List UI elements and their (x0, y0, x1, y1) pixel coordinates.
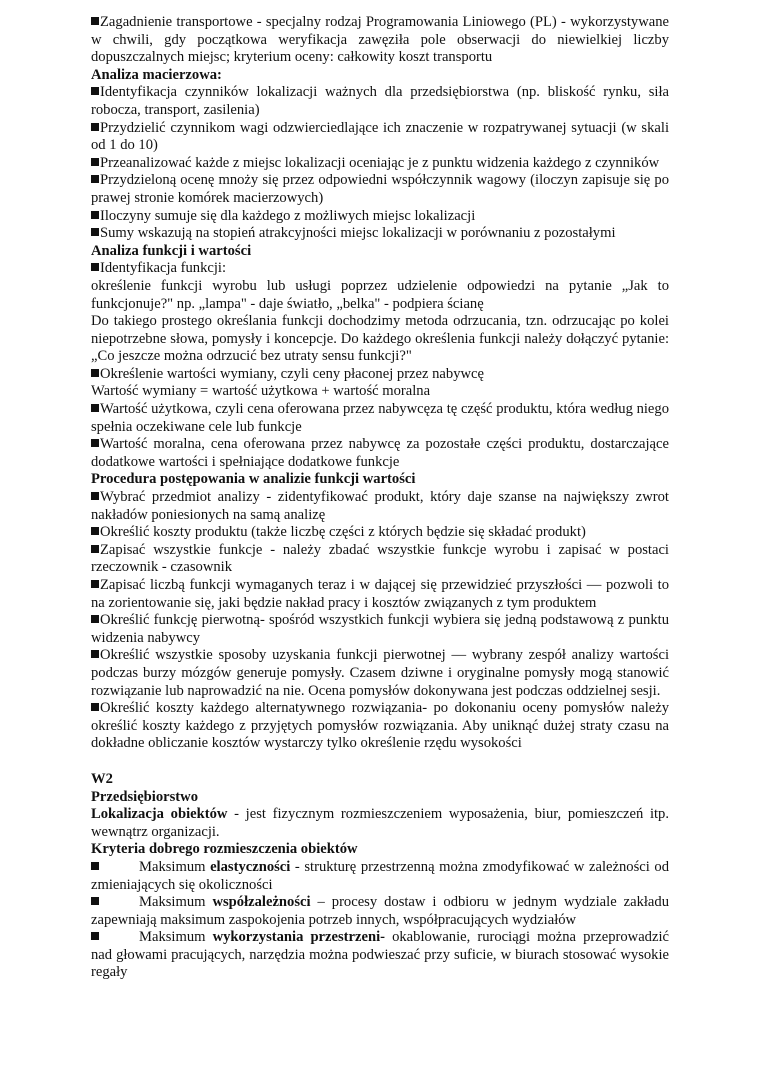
bullet-square-icon (91, 175, 99, 183)
bullet-square-icon (91, 615, 99, 623)
bullet-square-icon (91, 211, 99, 219)
document-page (91, 14, 669, 982)
bullet-square-icon (91, 158, 99, 166)
bullet-item: Określić funkcję pierwotną- spośród wszystkich funkcji wybiera się jedną podstawową z punktu widzenia nabywcy (91, 612, 669, 646)
bullet-square-icon (91, 862, 99, 870)
bullet-square-icon (91, 932, 99, 940)
paragraph: Do takiego prostego określania funkcji dochodzimy metoda odrzucania, tzn. odrzucając po kolei niepotrzebne słowa, pomysły i koncepcje. Do każdego określenia funkcji należy dołączyć pytanie: „Co jeszcze można odrzucić bez utraty sensu funkcji?" (91, 313, 669, 365)
section-heading: Analiza funkcji i wartości (91, 242, 252, 259)
paragraph: Wartość wymiany = wartość użytkowa + wartość moralna (91, 383, 431, 400)
bullet-square-icon (91, 545, 99, 553)
criterion-item: Maksimum współzależności – procesy dostaw i odbioru w jednym wydziale zakładu zapewniają maksimum zaspokojenia potrzeb innych, współpracujących wydziałów (91, 894, 669, 928)
bullet-item: Przydzielić czynnikom wagi odzwierciedlające ich znaczenie w rozpatrywanej sytuacji (w skali od 1 do 10) (91, 119, 669, 154)
bullet-item: Przeanalizować każde z miejsc lokalizacji oceniając je z punktu widzenia każdego z czynników (91, 155, 669, 173)
bullet-item: Sumy wskazują na stopień atrakcyjności miejsc lokalizacji w porównaniu z pozostałymi (91, 225, 669, 243)
notes-section (91, 14, 669, 753)
bullet-square-icon (91, 650, 99, 658)
bullet-item: Przydzieloną ocenę mnoży się przez odpowiedni współczynnik wagowy (iloczyn zapisuje się po prawej stronie komórek macierzowych) (91, 172, 669, 206)
bullet-item: Zapisać liczbą funkcji wymaganych teraz i w dającej się przewidzieć przyszłości — pozwoli to na zorientowanie się, jaki będzie nakład pracy i kosztów związanych z tym produktem (91, 577, 669, 611)
section-heading-w2: W2 (91, 770, 113, 787)
bullet-item: Określić koszty każdego alternatywnego rozwiązania- po dokonaniu oceny pomysłów należy określić koszty każdego z przyjętych pomysłów rozwiązania. Aby uniknąć dużej straty czasu na dokładne obliczanie kosztów wystarczy tylko określenie rzędu wysokości (91, 700, 669, 752)
bullet-square-icon (91, 703, 99, 711)
kryteria-heading: Kryteria dobrego rozmieszczenia obiektów (91, 841, 358, 858)
bullet-square-icon (91, 404, 99, 412)
bullet-square-icon (91, 439, 99, 447)
bullet-item: Iloczyny sumuje się dla każdego z możliwych miejsc lokalizacji (91, 208, 669, 226)
bullet-square-icon (91, 580, 99, 588)
bullet-item: Wartość użytkowa, czyli cena oferowana przez nabywcęza tę część produktu, która według niego spełnia oczekiwane cele lub funkcje (91, 401, 669, 435)
bullet-square-icon (91, 228, 99, 236)
bullet-item: Wartość moralna, cena oferowana przez nabywcę za pozostałe części produktu, dostarczające dodatkowe wartości i spełniające dodatkowe funkcje (91, 436, 669, 470)
criterion-item: Maksimum elastyczności - strukturę przestrzenną można zmodyfikować w zależności od zmieniających się okoliczności (91, 858, 669, 893)
paragraph: określenie funkcji wyrobu lub usługi poprzez udzielenie odpowiedzi na pytanie „Jak to funkcjonuje?" np. „lampa" - daje światło, „belka" - podpiera ścianę (91, 277, 669, 312)
bullet-square-icon (91, 492, 99, 500)
criterion-item: Maksimum wykorzystania przestrzeni- okablowanie, rurociągi można przeprowadzić nad głowami pracujących, narzędzia można podwieszać przy suficie, w biurach stosować wysokie regały (91, 929, 669, 981)
bullet-square-icon (91, 369, 99, 377)
section-gap (91, 753, 669, 771)
bullet-item: Wybrać przedmiot analizy - zidentyfikować produkt, który daje szanse na największy zwrot nakładów poniesionych na samą analizę (91, 489, 669, 523)
section-heading: Analiza macierzowa: (91, 66, 222, 83)
bullet-item: Zapisać wszystkie funkcje - należy zbadać wszystkie funkcje wyrobu i zapisać w postaci rzeczownik - czasownik (91, 541, 669, 576)
lokalizacja-definition: - jest fizycznym rozmieszczeniem wyposażenia, biur, pomieszczeń itp. wewnątrz organizacji. (91, 806, 669, 840)
bullet-item: Określenie wartości wymiany, czyli ceny płaconej przez nabywcę (91, 366, 669, 384)
bullet-square-icon (91, 123, 99, 131)
bullet-square-icon (91, 87, 99, 95)
bullet-item: Określić koszty produktu (także liczbę części z których będzie się składać produkt) (91, 524, 669, 542)
lokalizacja-paragraph (91, 806, 669, 841)
bullet-item: Identyfikacja funkcji: (91, 260, 669, 278)
lokalizacja-term: Lokalizacja obiektów (91, 806, 228, 823)
bullet-item: Identyfikacja czynników lokalizacji ważnych dla przedsiębiorstwa (np. bliskość rynku, siła robocza, transport, zasilenia) (91, 84, 669, 118)
bullet-square-icon (91, 897, 99, 905)
bullet-square-icon (91, 17, 99, 25)
bullet-item: Określić wszystkie sposoby uzyskania funkcji pierwotnej — wybrany zespół analizy wartości podczas burzy mózgów generuje pomysły. Czasem dziwne i oryginalne pomysły mogą stanowić rozwiązanie lub naprowadzić na nie. Ocena pomysłów dokonywana jest podczas oddzielnej sesji. (91, 647, 669, 699)
bullet-square-icon (91, 263, 99, 271)
bullet-item: Zagadnienie transportowe - specjalny rodzaj Programowania Liniowego (PL) - wykorzystywane w chwili, gdy początkowa weryfikacja zawęziła pole obserwacji do niewielkiej liczby dopuszczalnych miejsc; kryterium oceny: całkowity koszt transportu (91, 14, 669, 66)
bullet-square-icon (91, 527, 99, 535)
section-heading: Procedura postępowania w analizie funkcji wartości (91, 471, 416, 488)
subheading-przedsiebiorstwo: Przedsiębiorstwo (91, 788, 198, 805)
